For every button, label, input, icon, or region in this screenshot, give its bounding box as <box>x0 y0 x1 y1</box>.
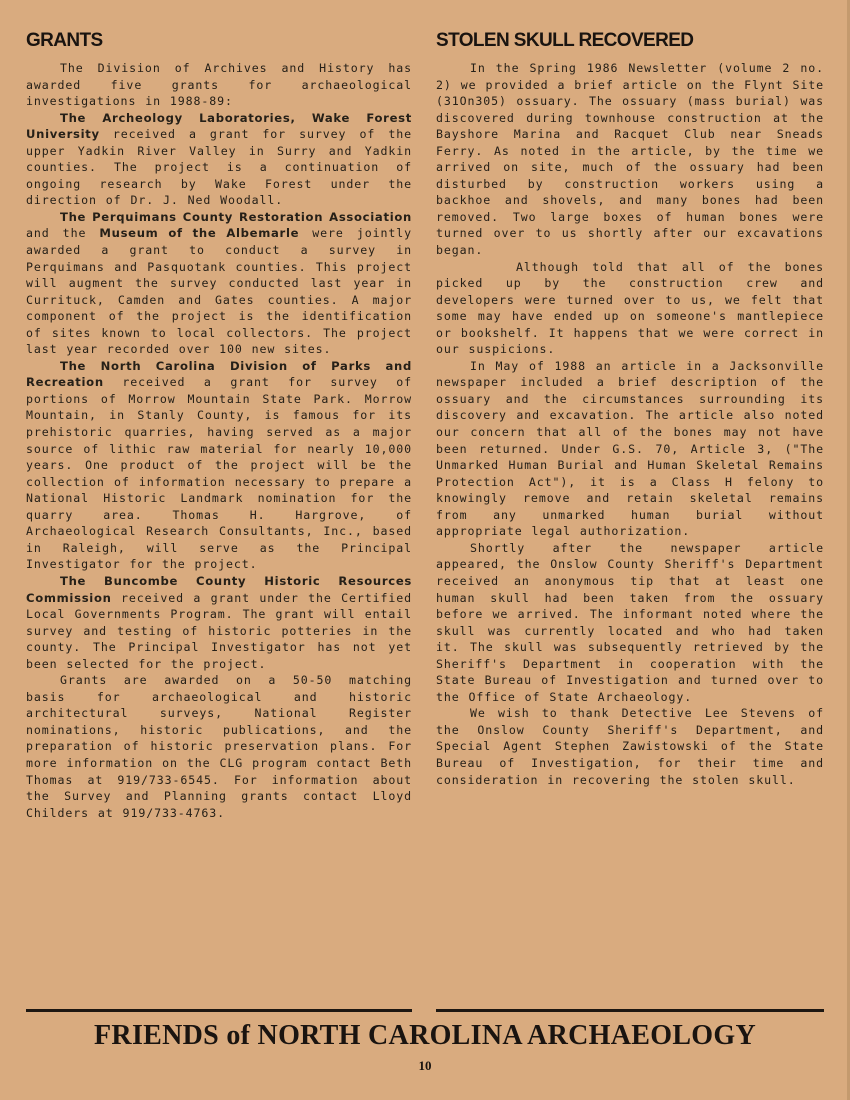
skull-column <box>436 30 824 788</box>
skull-paragraph-3: In May of 1988 an article in a Jacksonville newspaper included a brief description of the ossuary and the circumstances surrounding its discovery and excavation. The article also noted our concern that all of the bones may not have been returned. Under G.S. 70, Article 3, ("The Unmarked Human Burial and Human Skeletal Remains Protection Act"), it is a Class H felony to knowingly remove and retain skeletal remains from any unmarked human burial without appropriate legal authorization. <box>436 358 824 539</box>
grant-description: received a grant for survey of the upper Yadkin River Valley in Surry and Yadkin counties. The project is a continuation of ongoing research by Wake Forest under the direction of Dr. J. Ned Woodall. <box>26 127 412 208</box>
skull-heading: STOLEN SKULL RECOVERED <box>436 30 694 51</box>
skull-paragraph-5: We wish to thank Detective Lee Stevens of the Onslow County Sheriff's Department, and Special Agent Stephen Zawistowski of the State Bureau of Investigation, for their time and consideration in recovering the stolen skull. <box>436 706 824 787</box>
grantee-name: The North Carolina Division of Parks and Recreation <box>26 358 412 390</box>
grant-description: received a grant under the Certified Local Governments Program. The grant will entail survey and testing of historic potteries in the county. The Principal Investigator has not yet been selected for the project. <box>26 590 412 671</box>
grants-column <box>26 30 412 821</box>
skull-paragraph-4: Shortly after the newspaper article appeared, the Onslow County Sheriff's Department received an anonymous tip that at least one human skull had been taken from the ossuary before we arrived. The informant noted where the skull was currently located and who had taken it. The skull was subsequently retrieved by the Sheriff's Department in cooperation with the State Bureau of Investigation and turned over to the Office of State Archaeology. <box>436 540 824 704</box>
grants-contact-paragraph: Grants are awarded on a 50-50 matching basis for archaeological and historic architectural surveys, National Register nominations, historic publications, and the preparation of historic preservation plans. For more information on the CLG program contact Beth Thomas at 919/733-6545. For information about the Survey and Planning grants contact Lloyd Childers at 919/733-4763. <box>26 673 412 820</box>
grants-parks-paragraph <box>26 358 412 573</box>
grants-wake-forest-paragraph <box>26 110 412 209</box>
grantee-name: The Buncombe County Historic Resources Commission <box>26 573 412 605</box>
grants-buncombe-paragraph <box>26 573 412 672</box>
grants-heading: GRANTS <box>26 30 103 51</box>
grantee-name: The Archeology Laboratories, Wake Forest University <box>26 110 412 142</box>
column-rule-right <box>436 1009 824 1012</box>
grants-intro-paragraph: The Division of Archives and History has awarded five grants for archaeological investigations in 1988-89: <box>26 61 412 109</box>
skull-paragraph-1: In the Spring 1986 Newsletter (volume 2 no. 2) we provided a brief article on the Flynt Site (31On305) ossuary. The ossuary (mass burial) was discovered during townhouse construction at the Bayshore Marina and Racquet Club near Sneads Ferry. As noted in the article, by the time we arrived on site, much of the ossuary had been disturbed by construction workers using a backhoe and shovels, and many bones had been removed. Two large boxes of human bones were turned over to us shortly after our excavations began. <box>436 61 824 258</box>
grant-description: were jointly awarded a grant to conduct a survey in Perquimans and Pasquotank counties. This project will augment the survey conducted last year in Currituck, Camden and Gates counties. A major component of the project is the identification of sites known to local collectors. The project last year recorded over 100 new sites. <box>26 226 412 357</box>
grant-description: received a grant for survey of portions of Morrow Mountain State Park. Morrow Mountain, in Stanly County, is famous for its prehistoric quarries, having served as a major source of lithic raw material for nearly 10,000 years. One product of the project will be the collection of information necessary to prepare a National Historic Landmark nomination for the quarry area. Thomas H. Hargrove, of Archaeological Research Consultants, Inc., based in Raleigh, will serve as the Principal Investigator for the project. <box>26 375 412 572</box>
page-number: 10 <box>418 1058 432 1073</box>
grantee-name: The Perquimans County Restoration Association <box>60 209 412 224</box>
newsletter-masthead: FRIENDS of NORTH CAROLINA ARCHAEOLOGY <box>94 1020 756 1051</box>
column-rule-left <box>26 1009 412 1012</box>
grantee-name: Museum of the Albemarle <box>99 226 300 241</box>
conjunction-text: and the <box>26 226 100 241</box>
skull-paragraph-2: Although told that all of the bones picked up by the construction crew and developers were turned over to us, we felt that some may have ended up on someone's mantlepiece or bookshelf. It happens that we were correct in our suspicions. <box>436 259 824 357</box>
grants-perquimans-paragraph <box>26 209 412 358</box>
